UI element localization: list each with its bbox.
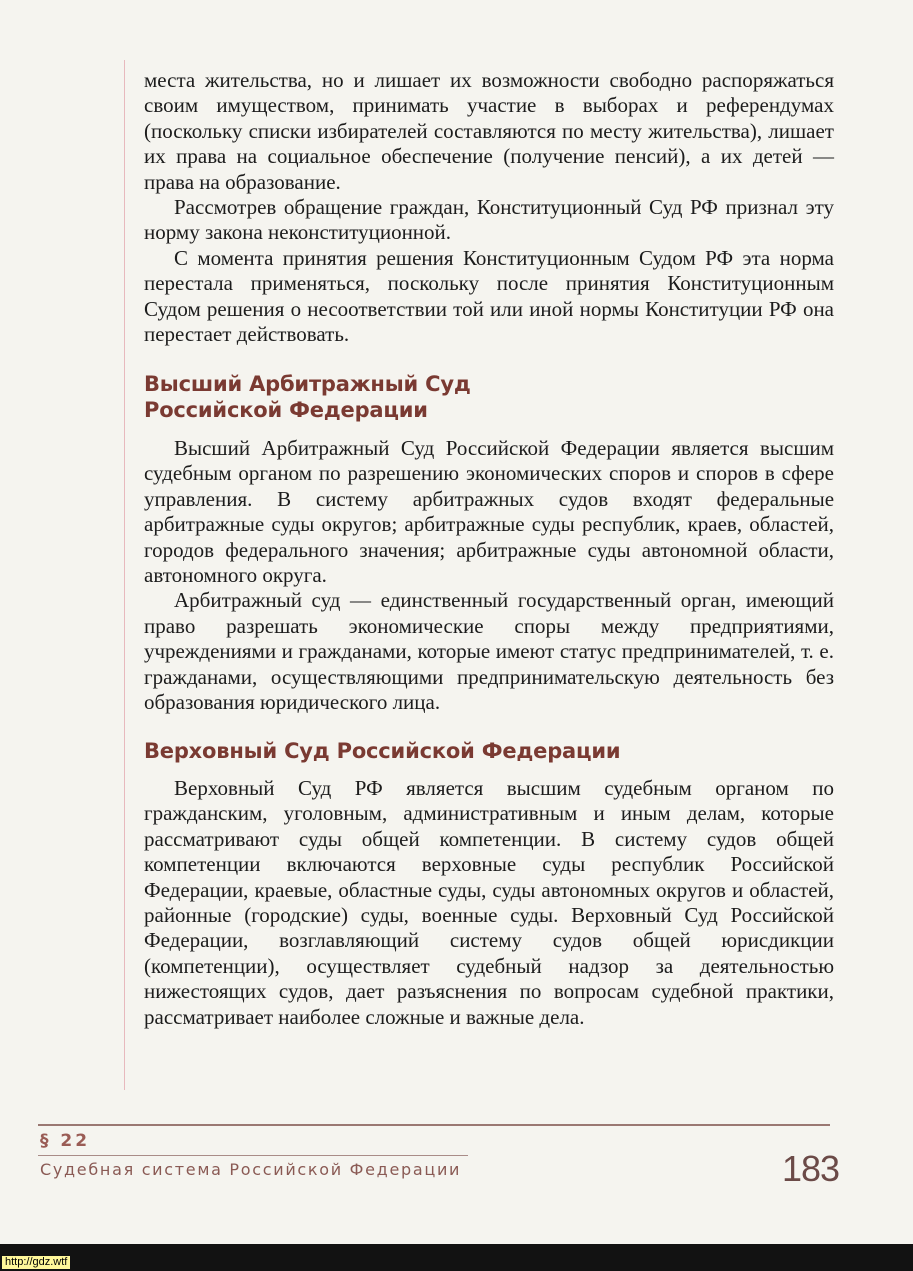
paragraph-supreme-court: Верховный Суд РФ является высшим судебным органом по гражданским, уголовным, административным и иным делам, которые рассматривают суды общей компетенции. В систему судов общей компетенции включаются верховные суды республик Российской Федерации, краевые, областные суды, суды автономных округов и областей, районные (городские) суды, военные суды. Верховный Суд Российской Федерации, возглавляющий систему судов общей юрисдикции (компетенции), осуществляет судебный надзор за деятельностью нижестоящих судов, дает разъяснения по вопросам судебной практики, рассматривает наиболее сложные и важные дела. [144,776,835,1029]
footer-rule [38,1124,830,1126]
scan-bottom-edge [0,1244,913,1271]
chapter-rule [38,1155,468,1156]
body-text-top [144,68,834,347]
paragraph-arbitration-role: Арбитражный суд — единственный государственный орган, имеющий право разрешать экономические споры между предприятиями, учреждениями и гражданами, которые имеют статус предпринимателей, т. е. гражданами, осуществляющими предпринимательскую деятельность без образования юридического лица. [144,588,834,715]
watermark-link[interactable]: http://gdz.wtf [2,1256,70,1269]
heading-arbitration-court: Высший Арбитражный Суд Российской Федерации [144,372,471,422]
continuation-paragraph: места жительства, но и лишает их возможности свободно распоряжаться своим имуществом, принимать участие в выборах и референдумах (поскольку списки избирателей составляются по месту жительства), лишает их права на социальное обеспечение (получение пенсий), а их детей — права на образование. [144,68,835,194]
section-supreme [144,738,834,764]
heading-supreme-court: Верховный Суд Российской Федерации [144,739,621,763]
section-arbitration [144,371,834,423]
body-text-arbitration [144,436,834,715]
body-text-supreme [144,776,834,1030]
margin-rule [124,60,125,1090]
page-number: 183 [782,1148,840,1189]
paragraph-norm-stopped: С момента принятия решения Конституционным Судом РФ эта норма перестала применяться, поскольку после принятия Конституционным Судом решения о несоответствии той или иной нормы Конституции РФ она перестает действовать. [144,245,835,347]
paragraph-arbitration-system: Высший Арбитражный Суд Российской Федерации является высшим судебным органом по разрешению экономических споров и споров в сфере управления. В систему арбитражных судов входят федеральные арбитражные суды округов; арбитражные суды республик, краев, областей, городов федерального значения; арбитражные суды автономной области, автономного округа. [144,436,835,588]
paragraph-court-ruling: Рассмотрев обращение граждан, Конституционный Суд РФ признал эту норму закона неконституционной. [144,195,834,245]
section-mark: § 22 [40,1131,91,1151]
chapter-title: Судебная система Российской Федерации [40,1160,462,1179]
